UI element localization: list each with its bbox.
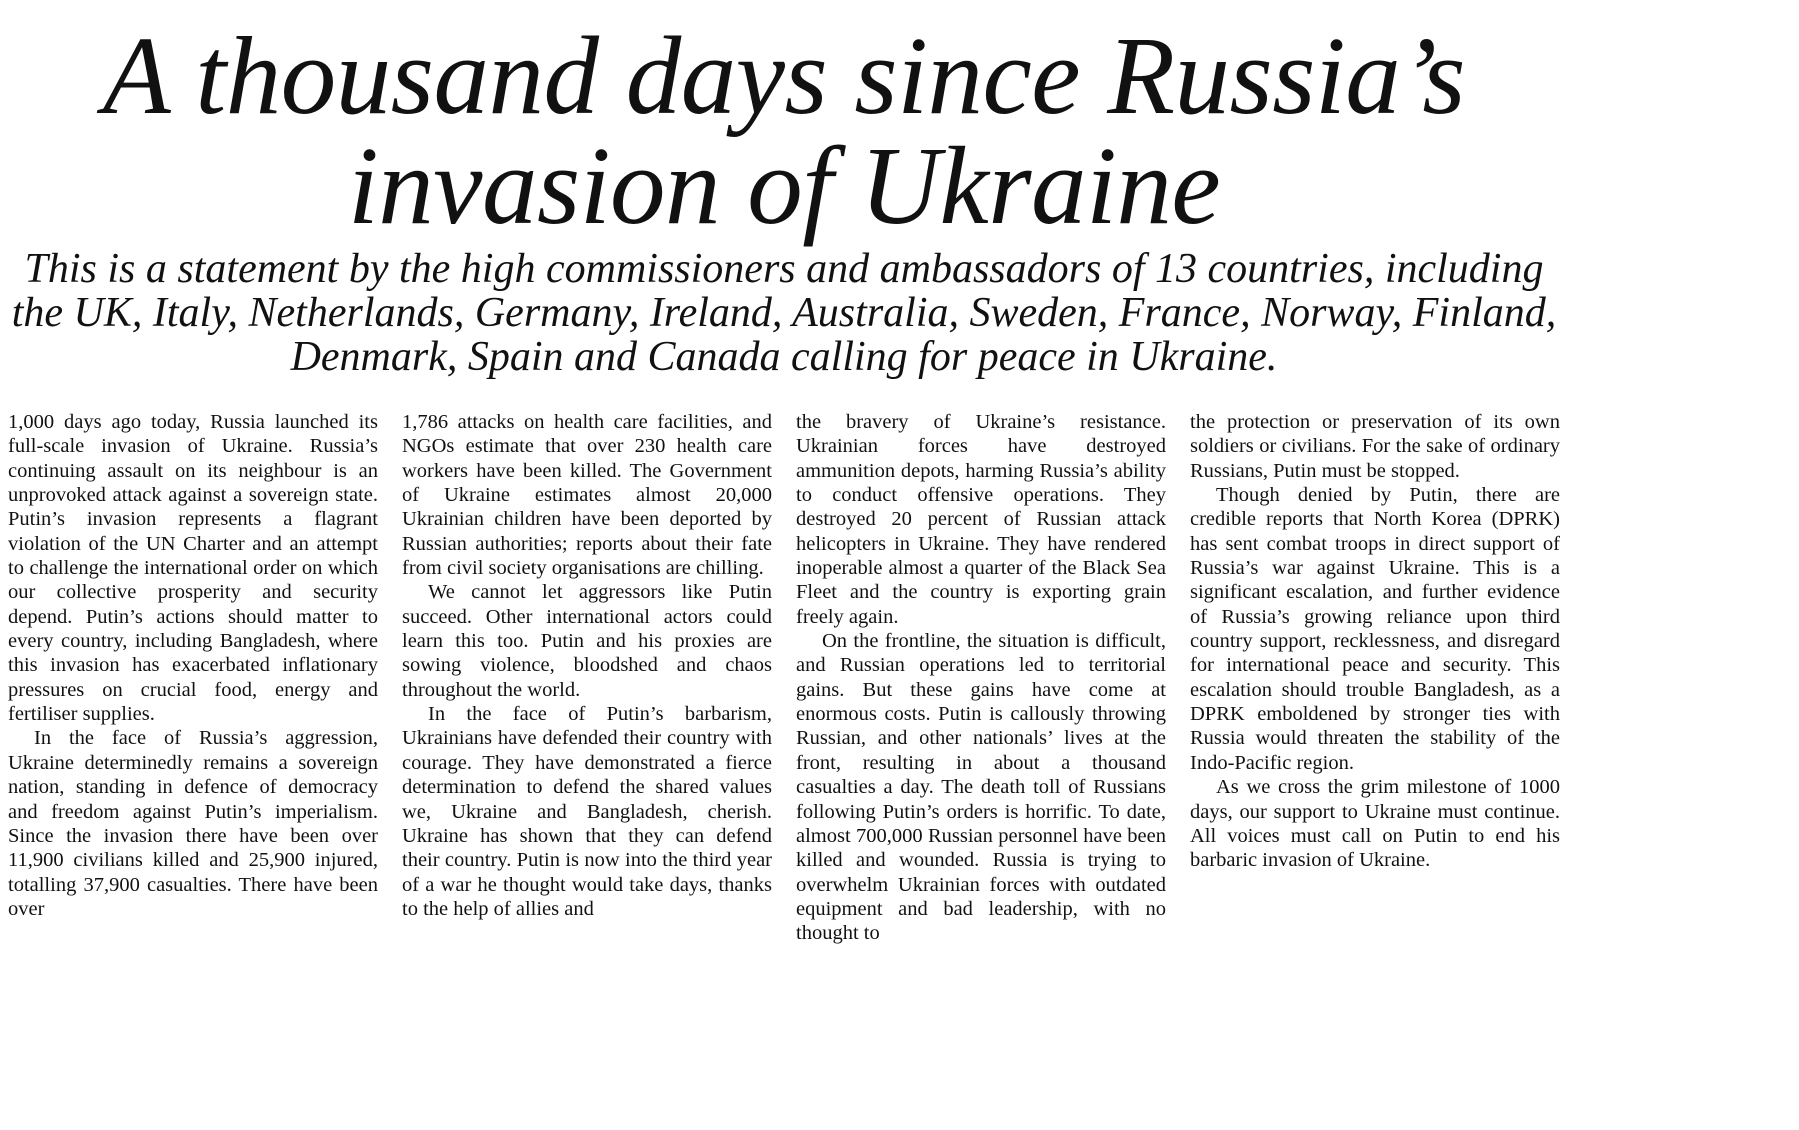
body-paragraph: the bravery of Ukraine’s resistance. Ukrainian forces have destroyed ammunition depots, harming Russia’s ability to conduct offensive operations. They destroyed 20 percent of Russian attack helicopters in Ukraine. They have rendered inoperable almost a quarter of the Black Sea Fleet and the country is exporting grain freely again. bbox=[796, 411, 1166, 628]
article-column-4 bbox=[1190, 410, 1560, 982]
article-column-2 bbox=[402, 410, 772, 982]
article-body bbox=[8, 410, 1560, 982]
body-paragraph: On the frontline, the situation is difficult, and Russian operations led to territorial gains. But these gains have come at enormous costs. Putin is callously throwing Russian, and other nationals’ lives at the front, resulting in about a thousand casualties a day. The death toll of Russians following Putin’s orders is horrific. To date, almost 700,000 Russian personnel have been killed and wounded. Russia is trying to overwhelm Ukrainian forces with outdated equipment and bad leadership, with no thought to bbox=[796, 630, 1166, 945]
article-column-1 bbox=[8, 410, 378, 982]
body-paragraph: Though denied by Putin, there are credible reports that North Korea (DPRK) has sent combat troops in direct support of Russia’s war against Ukraine. This is a significant escalation, and further evidence of Russia’s growing reliance upon third country support, recklessness, and disregard for international peace and security. This escalation should trouble Bangladesh, as a DPRK emboldened by stronger ties with Russia would threaten the stability of the Indo-Pacific region. bbox=[1190, 484, 1560, 774]
article-headline: A thousand days since Russia’s invasion of Ukraine bbox=[102, 15, 1466, 248]
body-paragraph: the protection or preservation of its own soldiers or civilians. For the sake of ordinary Russians, Putin must be stopped. bbox=[1190, 411, 1560, 482]
body-paragraph: 1,786 attacks on health care facilities, and NGOs estimate that over 230 health care workers have been killed. The Government of Ukraine estimates almost 20,000 Ukrainian children have been deported by Russian authorities; reports about their fate from civil society organisations are chilling. bbox=[402, 411, 772, 580]
article-standfirst: This is a statement by the high commissioners and ambassadors of 13 countries, including the UK, Italy, Netherlands, Germany, Ireland, Australia, Sweden, France, Norway, Finland, Denmark, Spain and Canada calling for peace in Ukraine. bbox=[11, 246, 1557, 380]
body-paragraph: In the face of Russia’s aggression, Ukraine determinedly remains a sovereign nation, standing in defence of democracy and freedom against Putin’s imperialism. Since the invasion there have been over 11,900 civilians killed and 25,900 injured, totalling 37,900 casualties. There have been over bbox=[8, 727, 378, 920]
body-paragraph: 1,000 days ago today, Russia launched its full-scale invasion of Ukraine. Russia’s continuing assault on its neighbour is an unprovoked attack against a sovereign state. Putin’s invasion represents a flagrant violation of the UN Charter and an attempt to challenge the international order on which our collective prosperity and security depend. Putin’s actions should matter to every country, including Bangladesh, where this invasion has exacerbated inflationary pressures on crucial food, energy and fertiliser supplies. bbox=[8, 411, 378, 726]
body-paragraph: We cannot let aggressors like Putin succeed. Other international actors could learn this too. Putin and his proxies are sowing violence, bloodshed and chaos throughout the world. bbox=[402, 581, 772, 701]
body-paragraph: As we cross the grim milestone of 1000 days, our support to Ukraine must continue. All voices must call on Putin to end his barbaric invasion of Ukraine. bbox=[1190, 776, 1560, 872]
article-column-3 bbox=[796, 410, 1166, 982]
body-paragraph: In the face of Putin’s barbarism, Ukrainians have defended their country with courage. They have demonstrated a fierce determination to defend the shared values we, Ukraine and Bangladesh, cherish. Ukraine has shown that they can defend their country. Putin is now into the third year of a war he thought would take days, thanks to the help of allies and bbox=[402, 703, 772, 920]
